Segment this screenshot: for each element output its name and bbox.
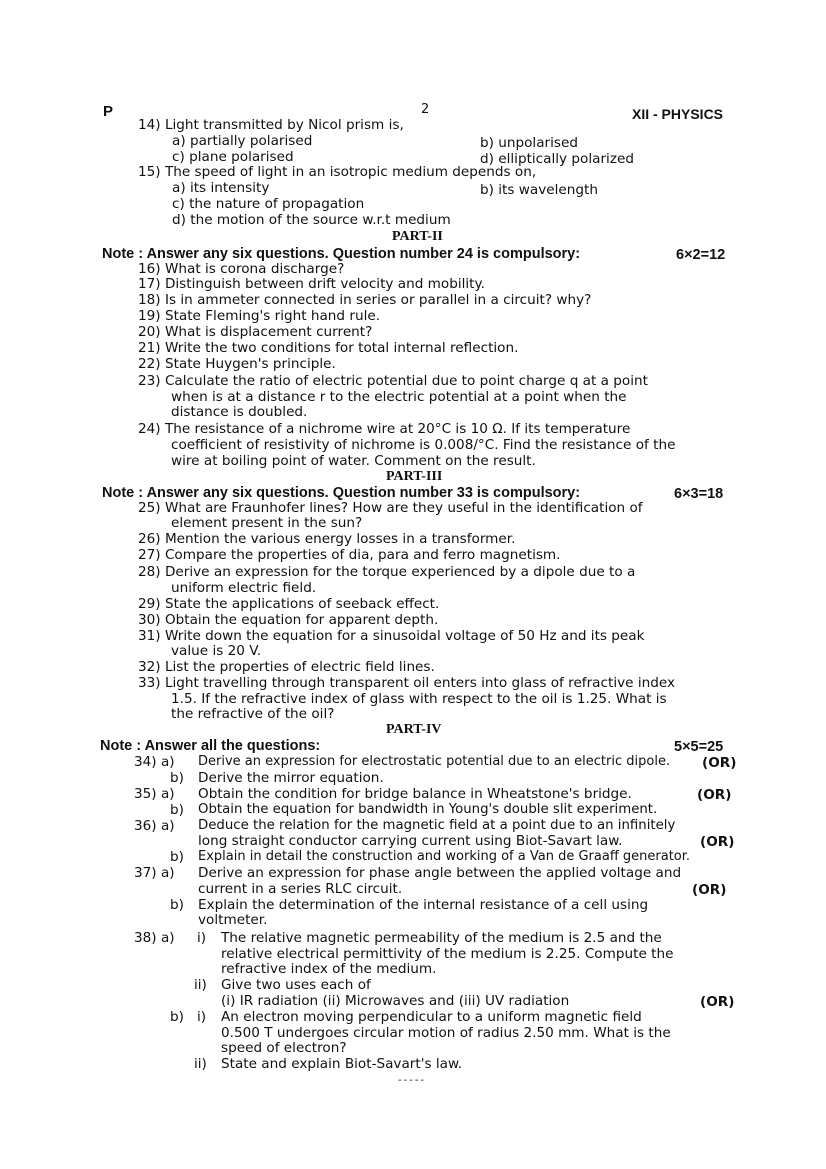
part-4-marks: 5×5=25 — [674, 739, 724, 755]
sub-label: a) — [160, 865, 175, 881]
option: d) the motion of the source w.r.t medium — [172, 212, 451, 228]
question-number: 29) — [138, 596, 161, 612]
sub-label: b) — [170, 1009, 184, 1025]
question-text: Give two uses each of — [221, 977, 371, 993]
question-text: State Fleming's right hand rule. — [164, 308, 381, 324]
question-number: 23) — [138, 373, 161, 389]
question-text: List the properties of electric field lines. — [164, 659, 435, 675]
question-24 — [138, 421, 630, 437]
question-19 — [138, 308, 380, 324]
question-text: State Huygen's principle. — [164, 356, 336, 372]
question-31 — [138, 628, 645, 644]
question-36 — [134, 818, 175, 834]
question-text: coefficient of resistivity of nichrome is 0.008/°C. Find the resistance of the — [171, 437, 676, 453]
question-text: Light transmitted by Nicol prism is, — [164, 117, 404, 133]
question-number: 34) — [134, 754, 157, 770]
option: c) the nature of propagation — [172, 196, 365, 212]
part-4-note: Note : Answer all the questions: — [100, 738, 321, 754]
or-label: (OR) — [700, 834, 735, 850]
question-text: uniform electric field. — [171, 580, 317, 596]
part-3-title: PART-III — [386, 469, 443, 484]
option: d) elliptically polarized — [480, 151, 634, 167]
question-number: 15) — [138, 164, 161, 180]
question-18 — [138, 292, 591, 308]
question-text: The resistance of a nichrome wire at 20°C is 10 Ω. If its temperature — [164, 421, 631, 437]
question-text: What is displacement current? — [164, 324, 373, 340]
page-number: 2 — [421, 102, 430, 117]
question-number: 27) — [138, 547, 161, 563]
question-text: (i) IR radiation (ii) Microwaves and (iii) UV radiation — [221, 993, 570, 1009]
sub-label: ii) — [194, 977, 207, 993]
question-number: 37) — [134, 865, 157, 881]
question-text: refractive index of the medium. — [221, 961, 437, 977]
question-16 — [138, 261, 344, 277]
question-text: Derive an expression for phase angle between the applied voltage and — [198, 865, 682, 881]
question-text: Obtain the equation for apparent depth. — [164, 612, 439, 628]
question-text: distance is doubled. — [171, 404, 308, 420]
question-text: Is in ammeter connected in series or parallel in a circuit? why? — [164, 292, 592, 308]
option: a) partially polarised — [172, 133, 313, 149]
part-2-marks: 6×2=12 — [676, 247, 726, 263]
question-number: 18) — [138, 292, 161, 308]
question-text: 0.500 T undergoes circular motion of radius 2.50 mm. What is the — [221, 1025, 671, 1041]
question-text: Light travelling through transparent oil enters into glass of refractive index — [164, 675, 676, 691]
question-25 — [138, 500, 643, 516]
option: c) plane polarised — [172, 149, 294, 165]
question-23 — [138, 373, 648, 389]
question-text: State the applications of seeback effect. — [164, 596, 440, 612]
question-text: voltmeter. — [198, 912, 268, 928]
question-text: element present in the sun? — [171, 515, 363, 531]
question-text: What are Fraunhofer lines? How are they useful in the identification of — [164, 500, 643, 516]
question-text: Deduce the relation for the magnetic field at a point due to an infinitely — [198, 818, 676, 833]
question-number: 38) — [134, 930, 157, 946]
question-number: 32) — [138, 659, 161, 675]
question-text: State and explain Biot-Savart's law. — [221, 1056, 463, 1072]
question-text: Derive an expression for electrostatic potential due to an electric dipole. — [198, 754, 671, 769]
question-text: the refractive of the oil? — [171, 706, 335, 722]
subject-title: XII - PHYSICS — [632, 106, 724, 122]
question-text: Derive the mirror equation. — [198, 770, 384, 786]
or-label: (OR) — [692, 882, 727, 898]
question-text: An electron moving perpendicular to a uniform magnetic field — [221, 1009, 642, 1025]
question-28 — [138, 564, 635, 580]
question-33 — [138, 675, 675, 691]
question-number: 20) — [138, 324, 161, 340]
question-text: Calculate the ratio of electric potential due to point charge q at a point — [164, 373, 648, 389]
question-text: The speed of light in an isotropic medium depends on, — [164, 164, 537, 180]
question-number: 28) — [138, 564, 161, 580]
question-text: Explain the determination of the internal resistance of a cell using — [198, 897, 649, 913]
question-35 — [134, 786, 175, 802]
part-3-marks: 6×3=18 — [674, 486, 724, 502]
question-text: Obtain the condition for bridge balance in Wheatstone's bridge. — [198, 786, 632, 802]
question-14 — [138, 117, 404, 133]
question-number: 21) — [138, 340, 161, 356]
question-32 — [138, 659, 435, 675]
or-label: (OR) — [700, 994, 735, 1010]
sub-label: ii) — [194, 1056, 207, 1072]
question-number: 14) — [138, 117, 161, 133]
part-4-title: PART-IV — [386, 722, 442, 737]
question-21 — [138, 340, 518, 356]
sub-label: i) — [197, 930, 207, 946]
question-number: 30) — [138, 612, 161, 628]
question-text: What is corona discharge? — [164, 261, 345, 277]
sub-label: a) — [160, 930, 175, 946]
sub-label: b) — [170, 802, 184, 818]
question-text: Write the two conditions for total internal reflection. — [164, 340, 519, 356]
question-17 — [138, 276, 485, 292]
question-text: relative electrical permittivity of the medium is 2.25. Compute the — [221, 946, 674, 962]
question-number: 19) — [138, 308, 161, 324]
question-number: 24) — [138, 421, 161, 437]
part-3-note: Note : Answer any six questions. Question number 33 is compulsory: — [102, 485, 581, 501]
option: a) its intensity — [172, 180, 270, 196]
footer-dashes: ----- — [398, 1075, 427, 1086]
question-37 — [134, 865, 175, 881]
part-2-note: Note : Answer any six questions. Question number 24 is compulsory: — [102, 246, 581, 262]
question-number: 35) — [134, 786, 157, 802]
question-text: value is 20 V. — [171, 643, 262, 659]
question-30 — [138, 612, 438, 628]
set-letter: P — [103, 103, 114, 120]
part-2-title: PART-II — [392, 229, 443, 244]
sub-label: b) — [170, 770, 184, 786]
question-text: Explain in detail the construction and working of a Van de Graaff generator. — [198, 849, 691, 864]
sub-label: i) — [197, 1009, 207, 1025]
question-text: long straight conductor carrying current using Biot-Savart law. — [198, 833, 623, 849]
question-text: current in a series RLC circuit. — [198, 881, 403, 897]
question-text: 1.5. If the refractive index of glass with respect to the oil is 1.25. What is — [171, 691, 667, 707]
sub-label: a) — [160, 754, 175, 770]
question-text: when is at a distance r to the electric potential at a point when the — [171, 389, 627, 405]
question-34 — [134, 754, 175, 770]
question-26 — [138, 531, 515, 547]
question-number: 22) — [138, 356, 161, 372]
sub-label: b) — [170, 897, 184, 913]
question-number: 31) — [138, 628, 161, 644]
question-text: Compare the properties of dia, para and ferro magnetism. — [164, 547, 561, 563]
question-number: 25) — [138, 500, 161, 516]
question-text: Write down the equation for a sinusoidal voltage of 50 Hz and its peak — [164, 628, 645, 644]
question-text: wire at boiling point of water. Comment on the result. — [171, 453, 536, 469]
question-text: speed of electron? — [221, 1040, 347, 1056]
question-15 — [138, 164, 536, 180]
question-22 — [138, 356, 336, 372]
option: b) its wavelength — [480, 182, 598, 198]
question-text: Obtain the equation for bandwidth in Young's double slit experiment. — [198, 802, 658, 817]
question-text: The relative magnetic permeability of the medium is 2.5 and the — [221, 930, 662, 946]
sub-label: a) — [160, 818, 175, 834]
question-text: Mention the various energy losses in a transformer. — [164, 531, 516, 547]
question-20 — [138, 324, 372, 340]
question-number: 16) — [138, 261, 161, 277]
question-text: Derive an expression for the torque experienced by a dipole due to a — [164, 564, 636, 580]
question-number: 36) — [134, 818, 157, 834]
question-text: Distinguish between drift velocity and mobility. — [164, 276, 485, 292]
or-label: (OR) — [702, 755, 737, 771]
sub-label: a) — [160, 786, 175, 802]
question-38 — [134, 930, 175, 946]
question-27 — [138, 547, 561, 563]
sub-label: b) — [170, 849, 184, 865]
question-29 — [138, 596, 439, 612]
question-number: 33) — [138, 675, 161, 691]
option: b) unpolarised — [480, 135, 578, 151]
or-label: (OR) — [697, 787, 732, 803]
question-number: 17) — [138, 276, 161, 292]
question-number: 26) — [138, 531, 161, 547]
